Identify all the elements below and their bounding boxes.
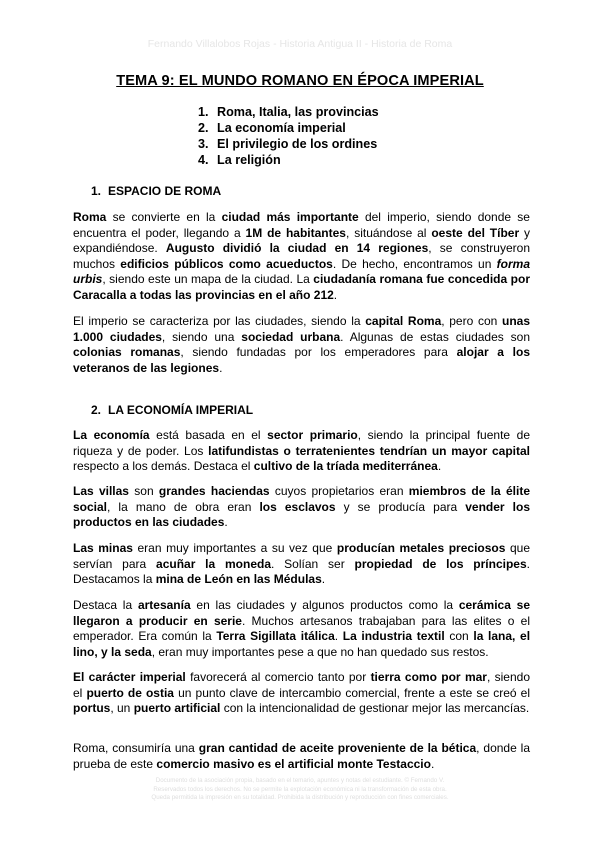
text-run: . Destacamos la xyxy=(73,556,531,587)
emphasis-text: forma urbis xyxy=(73,256,530,287)
emphasis-text: ciudadanía romana fue concedida por Caracalla a todas las provincias en el año 212 xyxy=(73,272,530,302)
emphasis-text: mina de León en las Médulas xyxy=(155,572,322,587)
text-run: , siendo la principal fuente de riqueza y de poder. Los xyxy=(73,428,530,458)
text-run: , siendo este un mapa de la ciudad. La xyxy=(102,272,314,287)
emphasis-text: producían metales preciosos xyxy=(336,541,506,555)
text-run: . Solían ser xyxy=(271,556,355,571)
text-run: . xyxy=(333,287,338,302)
emphasis-text: Augusto dividió la ciudad en 14 regiones xyxy=(165,241,429,256)
footer-line: Documento de la asociación propia, basado en el temario, apuntes y notas del estudiante. © Fernando V. xyxy=(155,777,445,784)
emphasis-text: tierra como por mar xyxy=(370,670,487,684)
text-run: , se construyeron muchos xyxy=(73,241,530,271)
paragraph-minas xyxy=(73,541,530,588)
text-run: . Muchos artesanos trabajaban para las elites o el emperador. Era común la xyxy=(73,613,530,644)
toc-item-label: La economía imperial xyxy=(217,121,346,135)
emphasis-text: propiedad de los príncipes xyxy=(354,556,527,571)
toc-item: 3. El privilegio de los ordines xyxy=(198,137,378,151)
emphasis-text: sector primario xyxy=(267,428,358,442)
text-run: , donde la prueba de este xyxy=(73,741,530,771)
paragraph-villas xyxy=(73,484,530,531)
paragraph-ciudades xyxy=(73,314,530,376)
text-run: eran muy importantes a su vez que xyxy=(132,541,337,555)
emphasis-text: 1M de habitantes xyxy=(245,225,346,240)
paragraph-comercio xyxy=(73,670,530,717)
text-run: , siendo fundadas por los emperadores para xyxy=(180,345,457,360)
paragraph-economia xyxy=(73,428,530,475)
emphasis-text: unas 1.000 ciudades xyxy=(73,314,530,344)
text-run: . xyxy=(334,629,343,644)
page-title: TEMA 9: EL MUNDO ROMANO EN ÉPOCA IMPERIAL xyxy=(116,73,484,89)
text-run: , un xyxy=(110,701,134,716)
text-run: Roma, consumiría una xyxy=(73,741,199,755)
text-run: , la mano de obra eran xyxy=(107,499,260,514)
text-run: cuyos propietarios eran xyxy=(269,484,409,498)
text-run: son xyxy=(128,484,159,498)
text-run: . xyxy=(224,515,228,530)
toc-item: 1. Roma, Italia, las provincias xyxy=(198,105,379,119)
emphasis-text: grandes haciendas xyxy=(158,484,270,498)
toc-item-label: La religión xyxy=(217,153,281,167)
text-run: se convierte en la xyxy=(106,210,222,224)
section-heading-economia-imperial: 2. LA ECONOMÍA IMPERIAL xyxy=(91,403,254,417)
emphasis-text: ciudad más importante xyxy=(221,210,359,224)
emphasis-text: El carácter imperial xyxy=(73,670,186,684)
text-run: en las ciudades y algunos productos como la xyxy=(190,598,459,612)
emphasis-text: Roma xyxy=(73,210,107,224)
section-heading-espacio-de-roma: 1. ESPACIO DE ROMA xyxy=(91,184,222,198)
emphasis-text: los esclavos xyxy=(259,499,336,514)
toc-item: 2. La economía imperial xyxy=(198,121,346,135)
emphasis-text: La economía xyxy=(73,428,150,442)
emphasis-text: Las villas xyxy=(73,484,129,498)
emphasis-text: capital Roma xyxy=(365,314,442,328)
text-run: , siendo una xyxy=(161,329,242,344)
text-run: . xyxy=(437,459,442,474)
paragraph-roma xyxy=(73,210,530,304)
text-run: del imperio, siendo donde se encuentra el poder, llegando a xyxy=(73,210,530,240)
emphasis-text: cerámica se llegaron a producir en serie xyxy=(73,598,531,628)
text-run: un punto clave de intercambio comercial, frente a este se creó el xyxy=(173,685,530,700)
toc-item-label: El privilegio de los ordines xyxy=(217,137,378,151)
emphasis-text: colonias romanas xyxy=(73,345,181,360)
footer-line: Reservados todos los derechos. No se permite la explotación económica ni la transformación de esta obra. xyxy=(153,785,447,793)
text-run: El imperio se caracteriza por las ciudades, siendo la xyxy=(73,314,366,328)
text-run: . xyxy=(430,756,435,771)
text-run: . Algunas de estas ciudades son xyxy=(340,329,530,344)
text-run: . xyxy=(321,572,326,587)
text-run: y expandiéndose. xyxy=(73,225,531,256)
page-header: Fernando Villalobos Rojas - Historia Antigua II - Historia de Roma xyxy=(147,38,453,50)
emphasis-text: gran cantidad de aceite proveniente de la bética xyxy=(198,741,477,755)
text-run: , siendo el xyxy=(73,670,530,700)
footer-line: Queda permitida la impresión en su totalidad. Prohibida la distribución y reproducción con fines comerciales. xyxy=(151,794,449,802)
emphasis-text: alojar a los veteranos de las legiones xyxy=(73,345,530,375)
emphasis-text: puerto artificial xyxy=(133,701,221,716)
emphasis-text: artesanía xyxy=(137,598,191,612)
emphasis-text: cultivo de la tríada mediterránea xyxy=(253,459,438,474)
page-footer xyxy=(0,777,600,803)
toc-item: 4. La religión xyxy=(198,153,281,167)
emphasis-text: Terra Sigillata itálica xyxy=(216,629,335,644)
emphasis-text: acuñar la moneda xyxy=(156,556,272,571)
text-run: . De hecho, encontramos un xyxy=(332,256,497,271)
emphasis-text: La industria textil xyxy=(342,629,445,644)
text-run: favorecerá al comercio tanto por xyxy=(185,670,371,684)
emphasis-text: oeste del Tíber xyxy=(431,225,520,240)
text-run: con la intencionalidad de gestionar mejor las mercancías. xyxy=(220,701,530,716)
emphasis-text: puerto de ostia xyxy=(86,685,174,700)
paragraph-artesania xyxy=(73,598,530,660)
emphasis-text: portus xyxy=(73,701,111,716)
paragraph-aceite xyxy=(73,741,530,772)
text-run: respecto a los demás. Destaca el xyxy=(73,459,254,474)
emphasis-text: comercio masivo es el artificial monte Testaccio xyxy=(156,756,431,771)
emphasis-text: sociedad urbana xyxy=(241,329,341,344)
table-of-contents xyxy=(198,104,379,168)
emphasis-text: la lana, el lino, y la seda xyxy=(73,629,531,659)
text-run: , pero con xyxy=(441,314,502,328)
emphasis-text: Las minas xyxy=(73,541,133,555)
toc-item-label: Roma, Italia, las provincias xyxy=(217,105,379,119)
text-run: , situándose al xyxy=(345,225,432,240)
text-run: con xyxy=(444,629,474,644)
text-run: que servían para xyxy=(73,541,530,571)
text-run: Destaca la xyxy=(73,598,138,612)
emphasis-text: vender los productos en las ciudades xyxy=(73,499,530,530)
text-run: , eran muy importantes pese a que no han quedado sus restos. xyxy=(151,644,489,659)
emphasis-text: miembros de la élite social xyxy=(73,484,531,514)
emphasis-text: latifundistas o terratenientes tendrían un mayor capital xyxy=(208,443,531,458)
emphasis-text: edificios públicos como acueductos xyxy=(120,256,333,271)
text-run: . xyxy=(219,360,223,375)
text-run: y se producía para xyxy=(335,499,466,514)
text-run: está basada en el xyxy=(149,428,268,442)
